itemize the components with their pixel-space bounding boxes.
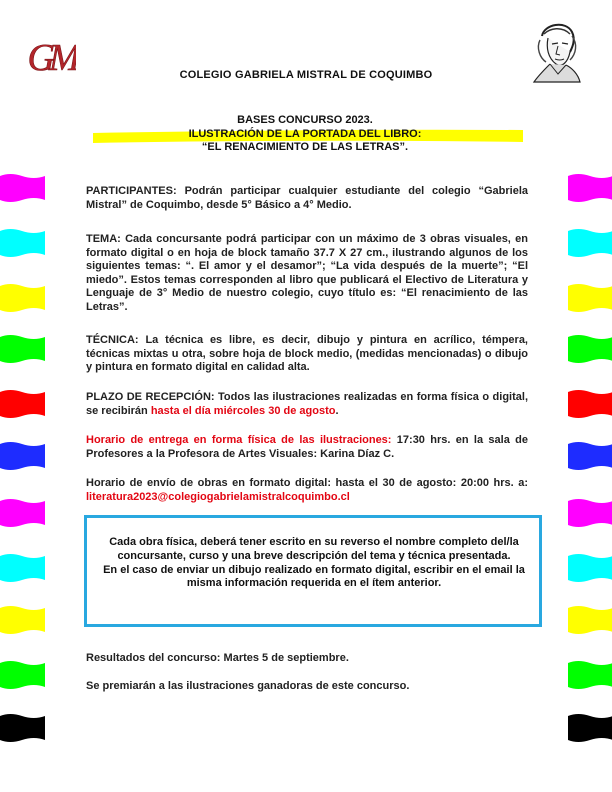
flag-left-yellow — [0, 282, 45, 314]
flag-right-cyan — [568, 227, 612, 259]
flag-left-cyan — [0, 227, 45, 259]
horario-digital-text: Horario de envío de obras en formato digital: hasta el 30 de agosto: 20:00 hrs. a: — [86, 477, 528, 489]
tema-label: TEMA: — [86, 233, 121, 245]
flag-left-green-2 — [0, 659, 45, 691]
flag-left-magenta — [0, 172, 45, 204]
plazo-end: . — [335, 404, 339, 417]
plazo-text: Todos las ilustraciones realizadas en forma física o digital, se recibirán — [86, 391, 528, 417]
resultados-label: Resultados del concurso: — [86, 652, 221, 664]
contest-title — [110, 114, 500, 155]
info-box-line-1: Cada obra física, deberá tener escrito en su reverso el nombre completo del/la concursante, curso y una breve descripción del tema y técnica presentada. — [109, 536, 519, 562]
flag-right-yellow — [568, 282, 612, 314]
flag-right-red — [568, 388, 612, 420]
horario-digital-section — [86, 477, 528, 504]
tecnica-section — [86, 334, 528, 375]
flag-left-yellow-2 — [0, 604, 45, 636]
horario-fisico-section — [86, 434, 528, 461]
flag-left-blue — [0, 440, 45, 472]
flag-right-green-2 — [568, 659, 612, 691]
flag-left-black — [0, 712, 45, 744]
tecnica-label: TÉCNICA: — [86, 334, 139, 346]
horario-fisico-label: Horario de entrega en forma física de las ilustraciones: — [86, 434, 392, 446]
flag-left-red — [0, 388, 45, 420]
flag-left-green — [0, 333, 45, 365]
horario-fisico-text: 17:30 hrs. en la sala de Profesores a la Profesora de Artes Visuales: Karina Díaz C. — [86, 434, 528, 460]
premiacion-text: Se premiarán a las ilustraciones ganadoras de este concurso. — [86, 680, 410, 692]
participantes-label: PARTICIPANTES: — [86, 185, 177, 197]
flag-right-yellow-2 — [568, 604, 612, 636]
flag-right-cyan-2 — [568, 552, 612, 584]
flag-right-black — [568, 712, 612, 744]
info-box-text — [88, 536, 540, 591]
school-name: COLEGIO GABRIELA MISTRAL DE COQUIMBO — [179, 69, 433, 81]
info-box-line-2: En el caso de enviar un dibujo realizado en formato digital, escribir en el email la misma información requerida en el ítem anterior. — [103, 563, 525, 590]
resultados-section — [86, 652, 528, 666]
logo-monogram: GM — [27, 37, 75, 79]
flag-left-magenta-2 — [0, 497, 45, 529]
title-line-2: ILUSTRACIÓN DE LA PORTADA DEL LIBRO: — [188, 127, 422, 140]
flag-right-blue — [568, 440, 612, 472]
title-line-3: “EL RENACIMIENTO DE LAS LETRAS”. — [201, 141, 409, 153]
tema-section — [86, 233, 528, 314]
participantes-text: Podrán participar cualquier estudiante del colegio “Gabriela Mistral” de Coquimbo, desde 5° Básico a 4° Medio. — [86, 185, 528, 211]
flag-right-green — [568, 333, 612, 365]
resultados-text: Martes 5 de septiembre. — [220, 652, 349, 664]
plazo-label: PLAZO DE RECEPCIÓN: — [86, 391, 215, 403]
email-link[interactable]: literatura2023@colegiogabrielamistralcoquimbo.cl — [86, 490, 350, 503]
plazo-section — [86, 391, 528, 418]
tecnica-text: La técnica es libre, es decir, dibujo y pintura en acrílico, témpera, técnicas mixtas u otra, sobre hoja de block medio, (medidas mencionadas) o dibujo y pintura en formato digital en calidad alta. — [86, 334, 528, 373]
flag-left-cyan-2 — [0, 552, 45, 584]
tema-text: Cada concursante podrá participar con un máximo de 3 obras visuales, en formato digital o en hoja de block tamaño 37.7 X 27 cm., ilustrando algunos de los siguientes temas: “. El amor y el desamor”; “La vida después de la muerte”; “El miedo”. Estos temas corresponden al libro que publicará el Electivo de Literatura y Lenguaje de 3° Medio de nuestro colegio, cuyo título es: “El renacimiento de las Letras”. — [86, 233, 528, 313]
title-line-1: BASES CONCURSO 2023. — [237, 114, 373, 126]
plazo-deadline: hasta el día miércoles 30 de agosto — [150, 404, 336, 417]
participantes-section — [86, 185, 528, 212]
flag-right-magenta — [568, 172, 612, 204]
flag-right-magenta-2 — [568, 497, 612, 529]
